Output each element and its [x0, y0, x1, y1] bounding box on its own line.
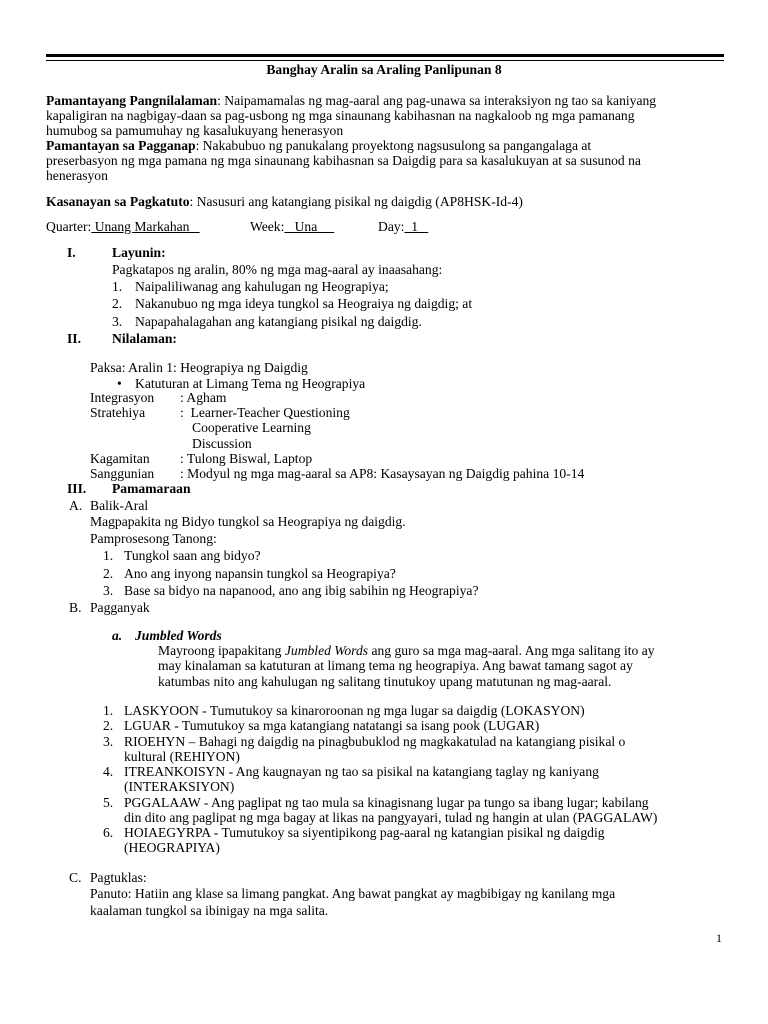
section1-numeral: I. [67, 245, 76, 260]
sanggunian-label: Sanggunian [90, 466, 155, 481]
day-value: 1 [404, 219, 429, 234]
quarter-label: Quarter: [46, 219, 92, 234]
bullet-dot: • [117, 376, 122, 391]
jumbled-item-6-line2: (HEOGRAPIYA) [124, 840, 220, 855]
jumbled-item-number-1: 1. [103, 703, 114, 718]
sanggunian-value: : Modyul ng mga mag-aaral sa AP8: Kasaysayan ng Daigdig pahina 10-14 [180, 466, 585, 481]
question-number-2: 2. [103, 566, 114, 581]
question-text-1: Tungkol saan ang bidyo? [124, 548, 261, 563]
question-text-2: Ano ang inyong napansin tungkol sa Heograpiya? [124, 566, 396, 581]
balik-aral-letter: A. [69, 498, 83, 513]
quarter-value: Unang Markahan [91, 219, 200, 234]
section1-heading: Layunin: [112, 245, 166, 260]
kagamitan-label: Kagamitan [90, 451, 150, 466]
paksa-line: Paksa: Aralin 1: Heograpiya ng Daigdig [90, 360, 308, 375]
question-number-3: 3. [103, 583, 114, 598]
section3-heading: Pamamaraan [112, 481, 191, 496]
objective-number-2: 2. [112, 296, 123, 311]
integrasyon-value: : Agham [180, 390, 227, 405]
week-value: Una [284, 219, 335, 234]
section1-intro: Pagkatapos ng aralin, 80% ng mga mag-aaral ay inaasahang: [112, 262, 443, 277]
pamantayang-pangnilalaman-text-3: humubog sa pamumuhay ng kasalukuyang henerasyon [46, 123, 344, 138]
objective-text-2: Nakanubuo ng mga ideya tungkol sa Heograiya ng daigdig; at [135, 296, 473, 311]
pamantayan-sa-pagganap-label: Pamantayan sa Pagganap [46, 138, 196, 153]
jumbled-item-4-line1: ITREANKOISYN - Ang kaugnayan ng tao sa pisikal na katangiang taglay ng kaniyang [124, 764, 599, 779]
objective-number-1: 1. [112, 279, 123, 294]
pamantayang-pangnilalaman-text-2: kapaligiran na nagbigay-daan sa pag-usbong ng mga sinaunang kabihasnan na nagkaloob ng mga pamanang [46, 108, 635, 123]
pamantayan-sa-pagganap-line1 [46, 138, 591, 154]
question-text-3: Base sa bidyo na napanood, ano ang ibig sabihin ng Heograpiya? [124, 583, 479, 598]
pagtuklas-line2: kaalaman tungkol sa ibinigay na mga salita. [90, 903, 329, 918]
section3-numeral: III. [67, 481, 87, 496]
jumbled-item-number-4: 4. [103, 764, 114, 779]
week-label: Week: [250, 219, 285, 234]
integrasyon-label: Integrasyon [90, 390, 155, 405]
stratehiya-value-2: Cooperative Learning [192, 420, 311, 435]
pagganyak-letter: B. [69, 600, 82, 615]
jumbled-title: Jumbled Words [135, 628, 222, 643]
paksa-bullet-text: Katuturan at Limang Tema ng Heograpiya [135, 376, 366, 391]
balik-aral-intro: Magpapakita ng Bidyo tungkol sa Heograpiya ng daigdig. [90, 514, 406, 529]
kasanayan-label: Kasanayan sa Pagkatuto [46, 194, 190, 209]
kasanayan-sa-pagkatuto [46, 194, 523, 210]
pamantayan-sa-pagganap-text-1: : Nakabubuo ng panukalang proyektong nagsusulong sa pangangalaga at [195, 138, 592, 153]
jumbled-item-number-6: 6. [103, 825, 114, 840]
pagganyak-title: Pagganyak [90, 600, 150, 615]
pamantayang-pangnilalaman-label: Pamantayang Pangnilalaman [46, 93, 218, 108]
header-rule-thick [46, 54, 724, 57]
jumbled-letter: a. [112, 628, 123, 643]
day-field [378, 219, 428, 235]
jumbled-item-4-line2: (INTERAKSIYON) [124, 779, 235, 794]
stratehiya-label: Stratehiya [90, 405, 146, 420]
jumbled-item-1: LASKYOON - Tumutukoy sa kinaroroonan ng mga lugar sa daigdig (LOKASYON) [124, 703, 585, 718]
jumbled-item-number-3: 3. [103, 734, 114, 749]
section2-heading: Nilalaman: [112, 331, 177, 346]
kasanayan-text: : Nasusuri ang katangiang pisikal ng daigdig (AP8HSK-Id-4) [189, 194, 523, 209]
objective-text-3: Napapahalagahan ang katangiang pisikal ng daigdig. [135, 314, 422, 329]
header-rule-thin [46, 60, 724, 61]
jumbled-item-6-line1: HOIAEGYRPA - Tumutukoy sa siyentipikong pag-aaral ng katangian pisikal ng daigdig [124, 825, 605, 840]
section2-numeral: II. [67, 331, 81, 346]
jumbled-paragraph-line3: katumbas nito ang kahulugan ng salitang tinutukoy upang matutunan ng mag-aaral. [158, 674, 612, 689]
objective-text-1: Naipaliliwanag ang kahulugan ng Heograpiya; [135, 279, 389, 294]
jumbled-para-1c: ang guro sa mga mag-aaral. Ang mga salitang ito ay [368, 643, 655, 658]
week-field [250, 219, 334, 235]
day-label: Day: [378, 219, 405, 234]
question-number-1: 1. [103, 548, 114, 563]
pagtuklas-title: Pagtuklas: [90, 870, 147, 885]
objective-number-3: 3. [112, 314, 123, 329]
jumbled-item-5-line1: PGGALAAW - Ang paglipat ng tao mula sa kinagisnang lugar pa tungo sa ibang lugar; kabilang [124, 795, 649, 810]
pamantayan-sa-pagganap-text-2: preserbasyon ng mga pamana ng mga sinaunang kabihasnan sa Daigdig para sa kasalukuyan at sa susunod na [46, 153, 641, 168]
pamantayan-sa-pagganap-text-3: henerasyon [46, 168, 108, 183]
pamantayang-pangnilalaman-text-1: : Naipamamalas ng mag-aaral ang pag-unawa sa interaksiyon ng tao sa kaniyang [217, 93, 657, 108]
stratehiya-value-3: Discussion [192, 436, 252, 451]
balik-aral-title: Balik-Aral [90, 498, 149, 513]
pamantayang-pangnilalaman-line1 [46, 93, 656, 109]
kagamitan-value: : Tulong Biswal, Laptop [180, 451, 313, 466]
page-number: 1 [716, 931, 722, 945]
jumbled-para-1a: Mayroong ipapakitang [158, 643, 285, 658]
jumbled-item-number-2: 2. [103, 718, 114, 733]
stratehiya-value-1: : Learner-Teacher Questioning [180, 405, 350, 420]
pagtuklas-letter: C. [69, 870, 82, 885]
pamprosesong-tanong-title: Pamprosesong Tanong: [90, 531, 217, 546]
jumbled-para-1b: Jumbled Words [284, 643, 369, 658]
jumbled-item-3-line1: RIOEHYN – Bahagi ng daigdig na pinagbubuklod ng magkakatulad na katangiang pisikal o [124, 734, 626, 749]
jumbled-item-number-5: 5. [103, 795, 114, 810]
jumbled-item-3-line2: kultural (REHIYON) [124, 749, 240, 764]
jumbled-item-2: LGUAR - Tumutukoy sa mga katangiang natatangi sa isang pook (LUGAR) [124, 718, 540, 733]
jumbled-item-5-line2: din dito ang paglipat ng mga bagay at likas na pangyayari, tulad ng hangin at ulan (PAGGALAW) [124, 810, 658, 825]
pagtuklas-line1: Panuto: Hatiin ang klase sa limang pangkat. Ang bawat pangkat ay magbibigay ng kanilang mga [90, 886, 616, 901]
quarter-field [46, 219, 200, 235]
document-title: Banghay Aralin sa Araling Panlipunan 8 [266, 62, 502, 77]
jumbled-paragraph-line2: may kinalaman sa katuturan at limang tema ng heograpiya. Ang bawat tamang sagot ay [158, 658, 633, 673]
jumbled-paragraph-line1 [158, 643, 655, 659]
